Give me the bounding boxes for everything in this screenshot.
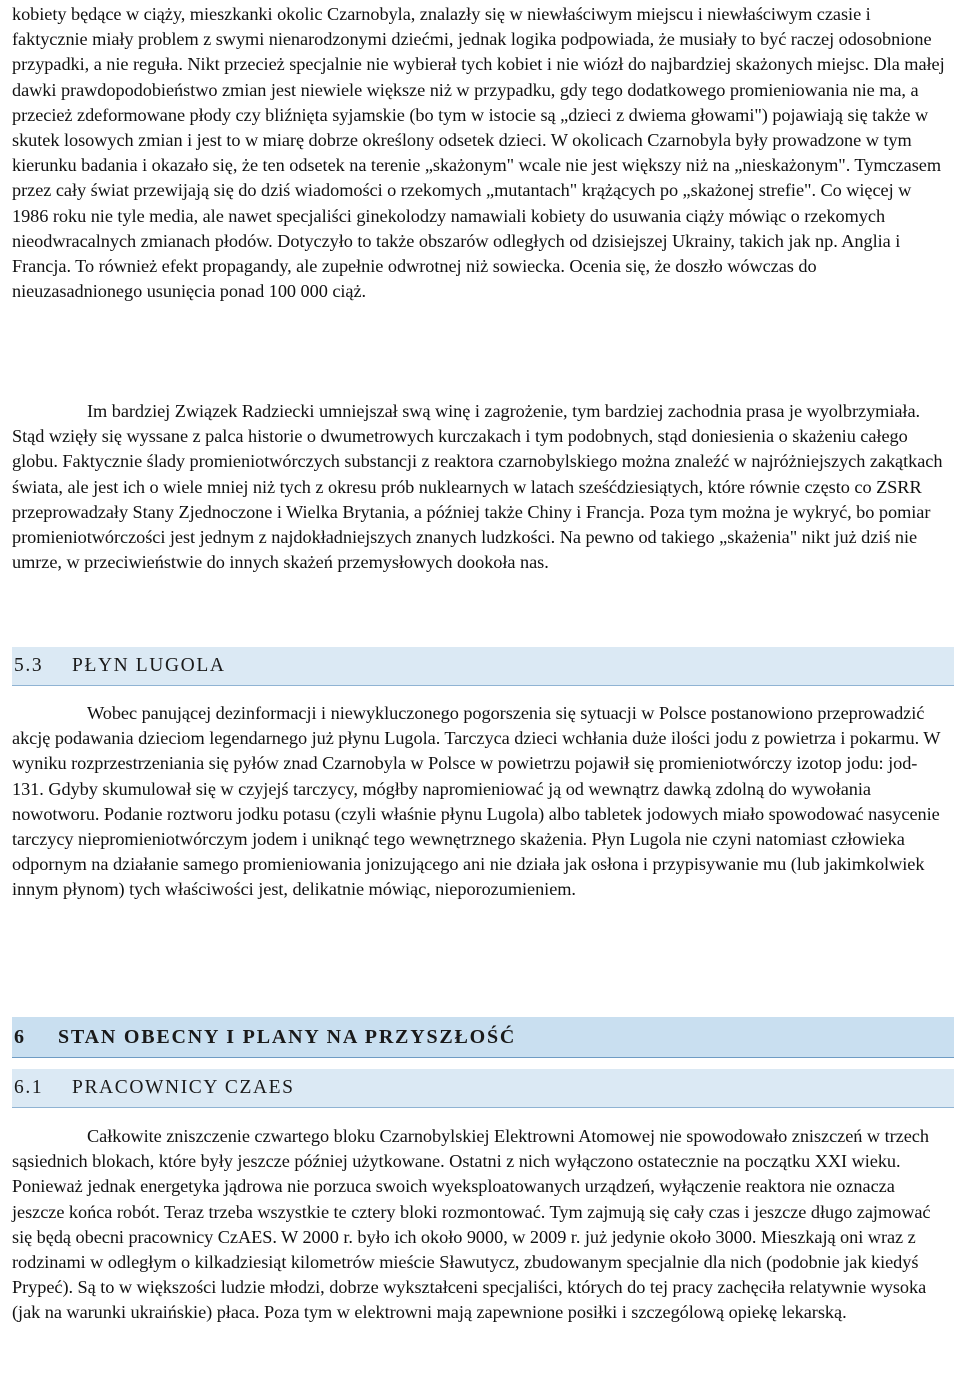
section-number: 6.1 <box>14 1077 44 1098</box>
section-title: PRACOWNICY CZAES <box>72 1077 295 1098</box>
paragraph-western-press: Im bardziej Związek Radziecki umniejszał swą winę i zagrożenie, tym bardziej zachodnia prasa je wyolbrzymiała. Stąd wzięły się wyssane z palca historie o dwumetrowych kurczakach i tym podobnych, stąd doniesienia o skażeniu całego globu. Faktycznie ślady promieniotwórczych substancji z reaktora czarnobylskiego można znaleźć w najróżniejszych zakątkach świata, ale jest ich o wiele mniej niż tych z okresu prób nuklearnych w latach sześćdziesiątych, które równie często co ZSRR przeprowadzały Stany Zjednoczone i Wielka Brytania, a później także Chiny i Francja. Poza tym można je wykryć, bo pomiar promieniotwórczości jest jednym z najdokładniejszych znanych ludzkości. Na pewno od takiego „skażenia" nikt już dziś nie umrze, w przeciwieństwie do innych skażeń przemysłowych dookoła nas. <box>12 401 943 573</box>
section-heading-5-3 <box>12 647 954 686</box>
paragraph-chernobyl-pregnancy: kobiety będące w ciąży, mieszkanki okolic Czarnobyla, znalazły się w niewłaściwym miejscu i niewłaściwym czasie i faktycznie miały problem z swymi nienarodzonymi dziećmi, jednak logika podpowiada, że musiały to być raczej odosobnione przypadki, a nie reguła. Nikt przecież specjalnie nie wybierał tych kobiet i nie wiózł do najbardziej skażonych miejsc. Dla małej dawki prawdopodobieństwo zmian jest niewiele większe niż w przypadku, gdy tego dodatkowego promieniowania nie ma, a przecież zdeformowane płody czy bliźnięta syjamskie (bo tym w istocie są „dzieci z dwiema głowami") pojawiają się także w skutek losowych zmian i jest to w miarę dobrze określony odsetek dzieci. W okolicach Czarnobyla były prowadzone w tym kierunku badania i okazało się, że ten odsetek na terenie „skażonym" wcale nie jest większy niż na „nieskażonym". Tymczasem przez cały świat przewijają się do dziś wiadomości o rzekomych „mutantach" krążących po „skażonej strefie". Co więcej w 1986 roku nie tyle media, ale nawet specjaliści ginekolodzy namawiali kobiety do usuwania ciąży mówiąc o rzekomych nieodwracalnych zmianach płodów. Dotyczyło to także obszarów odległych od dzisiejszej Ukrainy, takich jak np. Anglia i Francja. To również efekt propagandy, ale zupełnie odwrotnej niż sowiecka. Ocenia się, że doszło wówczas do nieuzasadnionego usunięcia ponad 100 000 ciąż. <box>12 4 945 302</box>
chapter-number: 6 <box>14 1025 26 1048</box>
section-heading-6-1 <box>12 1069 954 1108</box>
paragraph-czaes-workers: Całkowite zniszczenie czwartego bloku Czarnobylskiej Elektrowni Atomowej nie spowodowało zniszczeń w trzech sąsiednich blokach, które były jeszcze później użytkowane. Ostatni z nich wyłączono ostatecznie na początku XXI wieku. Ponieważ jednak energetyka jądrowa nie porzuca swoich wyeksploatowanych urządzeń, wyłączenie reaktora nie oznacza jeszcze końca robót. Teraz trzeba wszystkie te cztery bloki rozmontować. Tym zajmują się cały czas i jeszcze długo zajmować się będą obecni pracownicy CzAES. W 2000 r. było ich około 9000, w 2009 r. już jedynie około 3000. Mieszkają oni wraz z rodzinami w odległym o kilkadziesiąt kilometrów mieście Sławutycz, zbudowanym specjalnie dla nich (podobnie jak kiedyś Prypeć). Są to w większości ludzie młodzi, dobrze wykształceni specjaliści, których do tej pracy zachęciła relatywnie wysoka (jak na warunki ukraińskie) płaca. Poza tym w elektrowni mają zapewnione posiłki i szczególową opiekę lekarską. <box>12 1126 931 1323</box>
paragraph-lugol: Wobec panującej dezinformacji i niewykluczonego pogorszenia się sytuacji w Polsce postanowiono przeprowadzić akcję podawania dzieciom legendarnego już płynu Lugola. Tarczyca dzieci wchłania duże ilości jodu z powietrza i pokarmu. W wyniku rozprzestrzeniania się pyłów znad Czarnobyla w Polsce w powietrzu pojawił się promieniotwórczy izotop jodu: jod-131. Gdyby skumulował się w czyjejś tarczycy, mógłby napromieniować ją od wewnątrz dawką zdolną do wywołania nowotworu. Podanie roztworu jodku potasu (czyli właśnie płynu Lugola) albo tabletek jodowych miało spowodować nasycenie tarczycy niepromieniotwórczym jodem i uniknąć tego wewnętrznego skażenia. Płyn Lugola nie czyni natomiast człowieka odpornym na działanie samego promieniowania jonizującego ani nie działa jak osłona i przypisywanie mu (lub jakimkolwiek innym płynom) tych właściwości jest, delikatnie mówiąc, nieporozumieniem. <box>12 703 941 900</box>
chapter-title: STAN OBECNY I PLANY NA PRZYSZŁOŚĆ <box>58 1025 517 1048</box>
chapter-heading-6 <box>12 1017 954 1058</box>
section-title: PŁYN LUGOLA <box>72 655 226 676</box>
section-number: 5.3 <box>14 655 44 676</box>
